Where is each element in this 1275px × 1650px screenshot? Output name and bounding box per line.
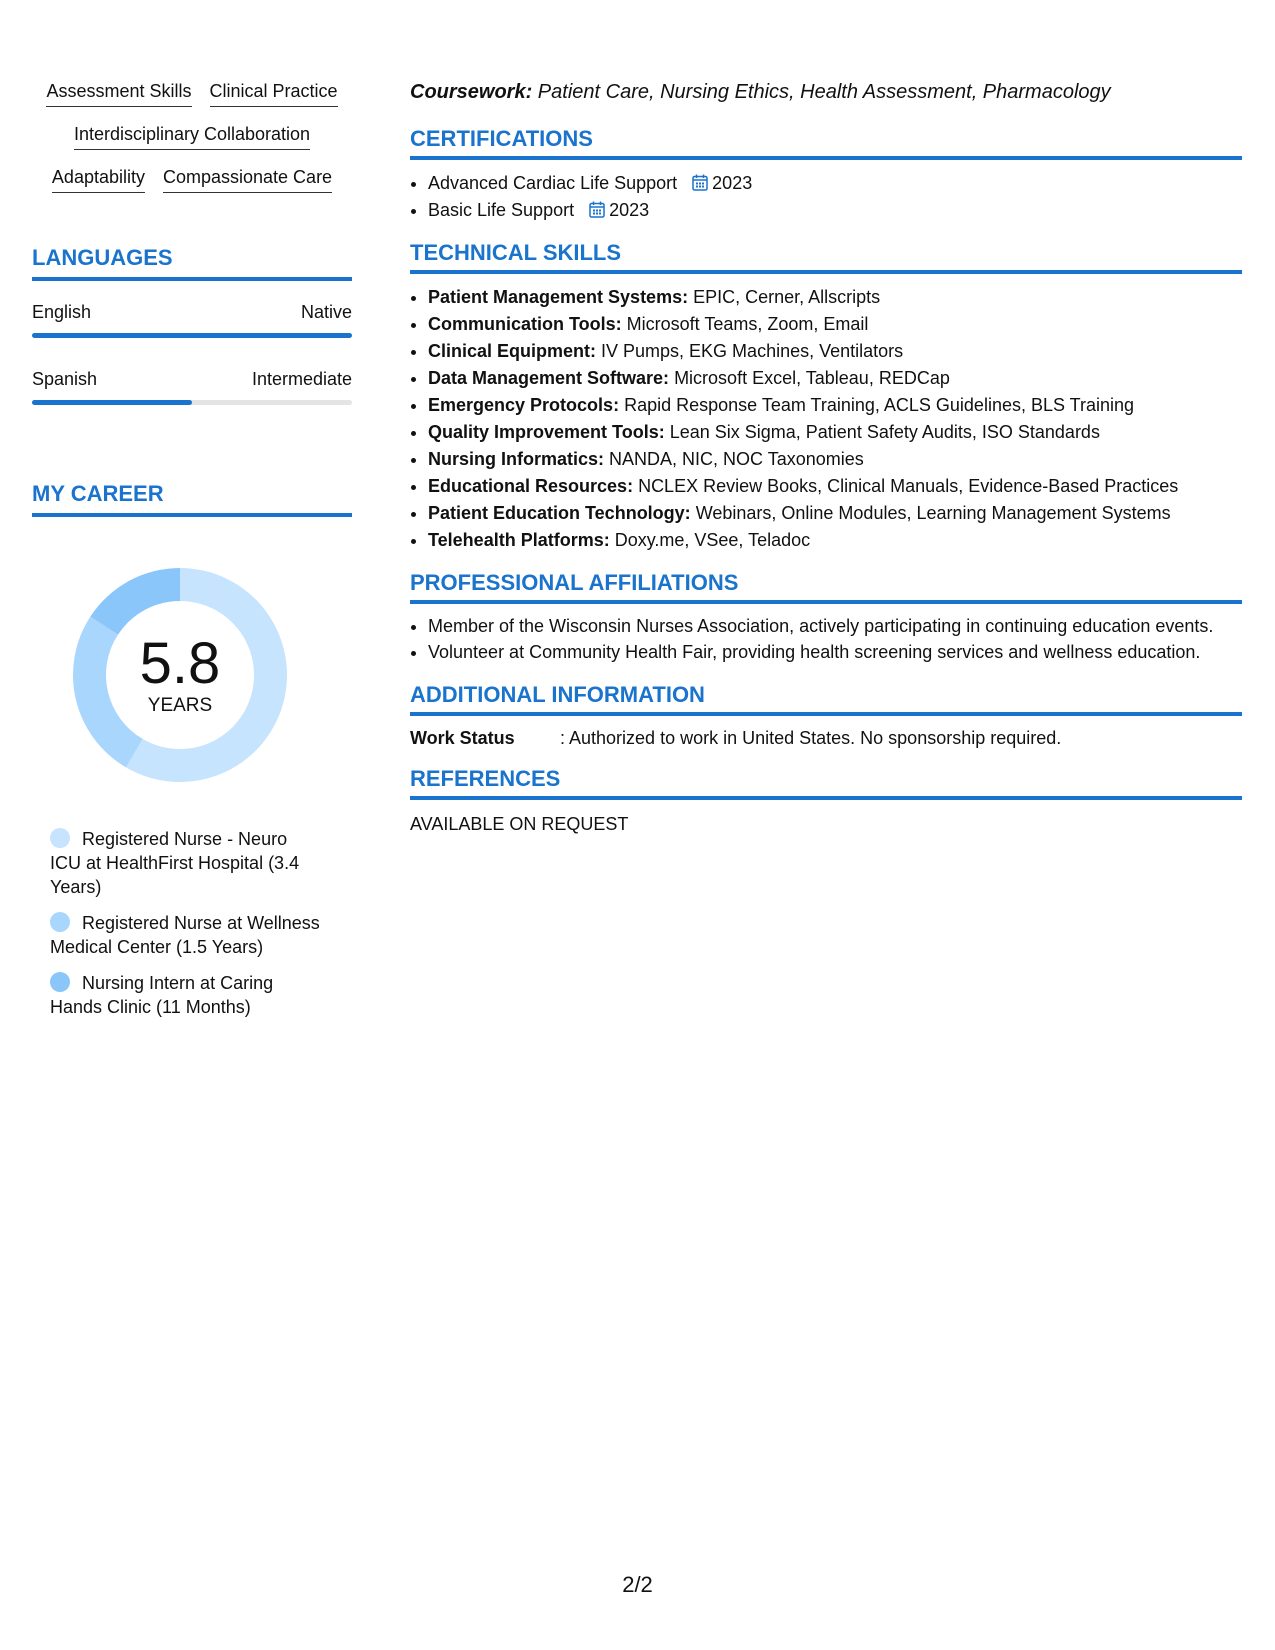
language-spanish xyxy=(32,368,352,405)
technical-skill-value: IV Pumps, EKG Machines, Ventilators xyxy=(596,341,904,361)
technical-skill-item xyxy=(428,500,1242,527)
technical-skill-item xyxy=(428,284,1242,311)
work-status-value: : Authorized to work in United States. No sponsorship required. xyxy=(560,728,1062,748)
technical-skill-label: Telehealth Platforms: xyxy=(428,530,610,550)
legend-label: Registered Nurse at Wellness Medical Center (1.5 Years) xyxy=(50,913,320,957)
technical-skill-item xyxy=(428,311,1242,338)
career-heading: MY CAREER xyxy=(32,481,352,517)
additional-info-heading: ADDITIONAL INFORMATION xyxy=(410,682,1242,716)
technical-skill-value: Webinars, Online Modules, Learning Management Systems xyxy=(690,503,1171,523)
legend-label: Registered Nurse - Neuro ICU at HealthFirst Hospital (3.4 Years) xyxy=(50,829,300,897)
certification-year: 2023 xyxy=(609,200,650,220)
career-donut-chart xyxy=(66,561,294,789)
skill-tag: Compassionate Care xyxy=(163,166,332,193)
work-status-label: Work Status xyxy=(410,728,515,748)
career-legend xyxy=(50,827,320,1019)
sidebar xyxy=(32,80,352,1031)
certifications-list xyxy=(410,170,1242,224)
legend-dot xyxy=(50,828,70,848)
technical-skill-label: Patient Management Systems: xyxy=(428,287,689,307)
technical-skill-label: Patient Education Technology: xyxy=(428,503,691,523)
technical-skill-item xyxy=(428,338,1242,365)
skill-tag: Adaptability xyxy=(52,166,145,193)
legend-item xyxy=(50,911,320,959)
legend-label: Nursing Intern at Caring Hands Clinic (11 Months) xyxy=(50,973,274,1017)
technical-skill-label: Emergency Protocols: xyxy=(428,395,620,415)
certification-name: Advanced Cardiac Life Support xyxy=(428,173,678,193)
technical-skill-value: Lean Six Sigma, Patient Safety Audits, ISO Standards xyxy=(664,422,1100,442)
technical-skill-value: Microsoft Teams, Zoom, Email xyxy=(621,314,869,334)
affiliation-item: • Volunteer at Community Health Fair, providing health screening services and wellness education. xyxy=(428,640,1242,664)
language-level: Native xyxy=(300,302,352,322)
career-total xyxy=(66,561,294,789)
technical-skill-value: Doxy.me, VSee, Teladoc xyxy=(609,530,811,550)
coursework xyxy=(410,80,1242,104)
skill-tags xyxy=(32,80,352,193)
technical-skill-value: Rapid Response Team Training, ACLS Guidelines, BLS Training xyxy=(619,395,1135,415)
technical-skill-label: Data Management Software: xyxy=(428,368,670,388)
language-bar xyxy=(32,333,352,338)
technical-skills-list xyxy=(410,284,1242,554)
technical-skill-label: Clinical Equipment: xyxy=(428,341,597,361)
language-name: Spanish xyxy=(32,369,98,389)
references-heading: REFERENCES xyxy=(410,766,1242,800)
affiliations-heading: PROFESSIONAL AFFILIATIONS xyxy=(410,570,1242,604)
technical-skills-heading: TECHNICAL SKILLS xyxy=(410,240,1242,274)
language-english xyxy=(32,301,352,338)
technical-skill-item xyxy=(428,527,1242,554)
technical-skill-value: Microsoft Excel, Tableau, REDCap xyxy=(669,368,950,388)
references-text: AVAILABLE ON REQUEST xyxy=(410,814,629,834)
technical-skill-label: Communication Tools: xyxy=(428,314,622,334)
legend-dot xyxy=(50,912,70,932)
skill-tag: Assessment Skills xyxy=(46,80,191,107)
technical-skill-item xyxy=(428,473,1242,500)
languages-heading: LANGUAGES xyxy=(32,245,352,281)
technical-skill-item xyxy=(428,419,1242,446)
technical-skill-item xyxy=(428,392,1242,419)
technical-skill-value: EPIC, Cerner, Allscripts xyxy=(688,287,881,307)
main-content xyxy=(410,80,1242,836)
technical-skill-item xyxy=(428,446,1242,473)
language-bar-fill xyxy=(32,333,352,338)
certifications-heading: CERTIFICATIONS xyxy=(410,126,1242,160)
career-total-value: 5.8 xyxy=(139,631,221,696)
skill-tag: Clinical Practice xyxy=(210,80,338,107)
skill-tag: Interdisciplinary Collaboration xyxy=(74,123,310,150)
language-bar-fill xyxy=(32,400,192,405)
affiliations-list xyxy=(410,614,1242,664)
certification-year: 2023 xyxy=(712,173,753,193)
legend-item xyxy=(50,827,320,899)
technical-skill-label: Quality Improvement Tools: xyxy=(428,422,665,442)
work-status-row xyxy=(410,726,1242,750)
technical-skill-value: NANDA, NIC, NOC Taxonomies xyxy=(604,449,864,469)
calendar-icon xyxy=(589,201,605,218)
technical-skill-item xyxy=(428,365,1242,392)
technical-skill-label: Nursing Informatics: xyxy=(428,449,605,469)
certification-item xyxy=(428,197,1242,224)
calendar-icon xyxy=(692,174,708,191)
certification-item xyxy=(428,170,1242,197)
technical-skill-label: Educational Resources: xyxy=(428,476,634,496)
career-total-unit: YEARS xyxy=(147,695,213,716)
coursework-text: Patient Care, Nursing Ethics, Health Assessment, Pharmacology xyxy=(532,81,1111,103)
coursework-label: Coursework: xyxy=(410,81,533,103)
legend-dot xyxy=(50,972,70,992)
affiliation-item: • Member of the Wisconsin Nurses Association, actively participating in continuing education events. xyxy=(428,614,1242,638)
legend-item xyxy=(50,971,320,1019)
language-name: English xyxy=(32,302,92,322)
language-bar xyxy=(32,400,352,405)
page-number: 2/2 xyxy=(622,1572,653,1597)
certification-name: Basic Life Support xyxy=(428,200,575,220)
technical-skill-value: NCLEX Review Books, Clinical Manuals, Evidence-Based Practices xyxy=(633,476,1179,496)
language-level: Intermediate xyxy=(251,369,352,389)
